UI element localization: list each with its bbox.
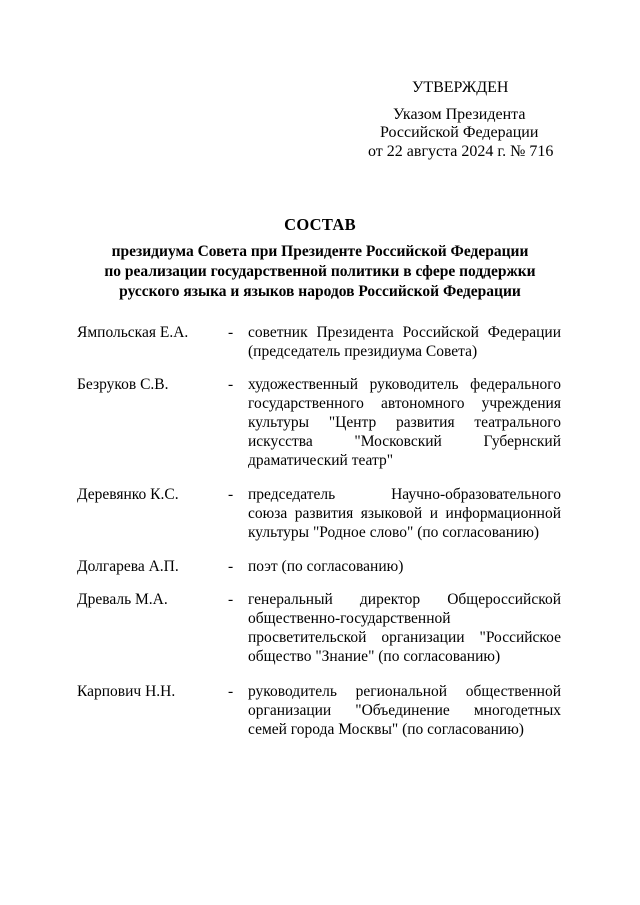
approval-heading: УТВЕРЖДЕН <box>412 79 509 96</box>
member-name: Долгарева А.П. <box>77 558 179 575</box>
member-role <box>248 485 561 542</box>
approval-line-2: Российской Федерации <box>380 124 539 141</box>
document-title: СОСТАВ <box>284 215 356 234</box>
member-role <box>248 590 561 666</box>
approval-line-1: Указом Президента <box>393 106 526 123</box>
role-line: художественный руководитель федерального <box>248 376 561 393</box>
role-line: драматический театр" <box>248 452 394 469</box>
subtitle-line: президиума Совета при Президенте Российской Федерации <box>111 243 529 260</box>
role-line: общественно-государственной <box>248 610 451 627</box>
member-dash: - <box>228 591 234 608</box>
role-line: культуры "Центр развития театрального <box>248 414 561 431</box>
role-line: поэт (по согласованию) <box>248 558 404 575</box>
member-name: Ямпольская Е.А. <box>77 324 189 341</box>
role-line: государственного автономного учреждения <box>248 395 561 412</box>
role-line: советник Президента Российской Федерации <box>248 324 561 341</box>
member-dash: - <box>228 376 234 393</box>
role-line: организации "Объединение многодетных <box>248 702 561 719</box>
role-line: искусства "Московский Губернский <box>248 433 561 450</box>
member-name: Безруков С.В. <box>77 376 169 393</box>
subtitle-line: по реализации государственной политики в сфере поддержки <box>104 263 536 280</box>
role-line: председатель Научно-образовательного <box>248 486 561 503</box>
member-dash: - <box>228 683 234 700</box>
role-line: общество "Знание" (по согласованию) <box>248 648 501 665</box>
role-line: руководитель региональной общественной <box>248 683 561 700</box>
member-role <box>248 557 561 576</box>
member-name: Карпович Н.Н. <box>77 683 176 700</box>
member-role <box>248 323 561 361</box>
subtitle-line: русского языка и языков народов Российской Федерации <box>119 283 521 300</box>
role-line: генеральный директор Общероссийской <box>248 591 561 608</box>
member-role <box>248 375 561 470</box>
member-name: Деревянко К.С. <box>77 486 179 503</box>
member-dash: - <box>228 558 234 575</box>
member-name: Древаль М.А. <box>77 591 168 608</box>
role-line: просветительской организации "Российское <box>248 629 561 646</box>
role-line: (председатель президиума Совета) <box>248 343 478 360</box>
member-role <box>248 682 561 739</box>
approval-line-3: от 22 августа 2024 г. № 716 <box>368 143 554 160</box>
role-line: семей города Москвы" (по согласованию) <box>248 721 524 738</box>
member-dash: - <box>228 324 234 341</box>
role-line: союза развития языковой и информационной <box>248 505 561 522</box>
role-line: культуры "Родное слово" (по согласованию) <box>248 524 540 541</box>
member-dash: - <box>228 486 234 503</box>
